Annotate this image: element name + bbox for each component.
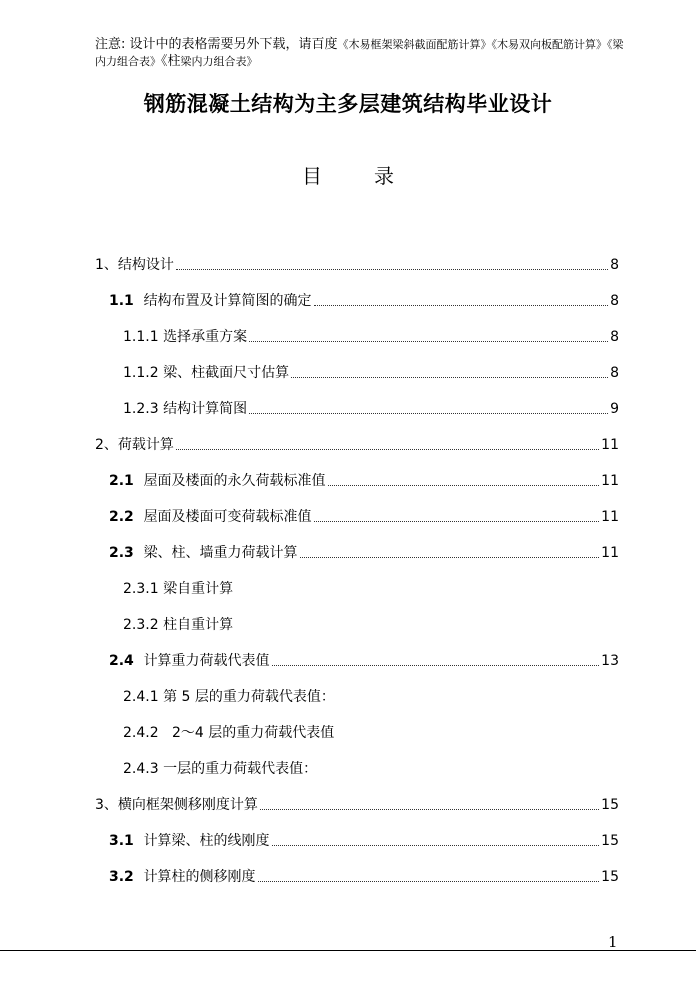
toc-entry-page: 11 [601, 509, 619, 525]
toc-entry-number: 1、 [95, 257, 118, 273]
toc-entry-number: 2.3 [109, 545, 144, 561]
toc-entry-label: 屋面及楼面的永久荷载标准值 [143, 473, 326, 489]
toc-entry-page: 8 [610, 329, 619, 345]
toc-entry[interactable] [95, 310, 619, 346]
toc-entry[interactable] [95, 634, 619, 670]
toc-entry-label: 梁、柱、墙重力荷载计算 [143, 545, 298, 561]
toc-dot-leader [272, 664, 600, 666]
toc-dot-leader [272, 844, 600, 846]
toc-entry-label: 梁、柱截面尺寸估算 [163, 365, 290, 381]
toc-entry-page: 15 [601, 833, 619, 849]
toc-entry-number: 2.4.2 [123, 725, 172, 741]
toc-entry-page: 15 [601, 869, 619, 885]
toc-entry[interactable] [95, 706, 619, 742]
toc-dot-leader [291, 376, 608, 378]
toc-entry-number: 1.1.2 [123, 365, 164, 381]
toc-entry-page: 8 [610, 293, 619, 309]
toc-entry-number: 2.3.2 [123, 617, 164, 633]
notice-prefix: 注意: 设计中的表格需要另外下载，请百度 [95, 37, 338, 52]
toc-entry-page: 11 [601, 437, 619, 453]
toc-entry-label: 计算梁、柱的线刚度 [143, 833, 270, 849]
toc-entry[interactable] [95, 418, 619, 454]
toc-entry-label: 计算柱的侧移刚度 [143, 869, 256, 885]
toc-entry-page: 11 [601, 473, 619, 489]
toc-entry-number: 2.4.3 [123, 761, 164, 777]
table-of-contents [95, 238, 619, 886]
toc-entry[interactable] [95, 778, 619, 814]
toc-heading-left: 目 [302, 164, 322, 188]
notice-table-3: 《梁内力组合表》 [95, 38, 624, 68]
toc-entry-page: 9 [610, 401, 619, 417]
toc-entry-number: 2.4.1 [123, 689, 164, 705]
toc-dot-leader [314, 520, 600, 522]
toc-dot-leader [249, 412, 608, 414]
toc-entry-number: 3.1 [109, 833, 144, 849]
toc-entry-page: 8 [610, 257, 619, 273]
toc-entry-label: 结构设计 [117, 257, 174, 273]
toc-dot-leader [260, 808, 599, 810]
toc-entry-label: 第 5 层的重力荷载代表值： [163, 689, 335, 705]
toc-heading-right: 录 [374, 164, 394, 188]
toc-entry-label: 结构计算简图 [163, 401, 248, 417]
toc-entry[interactable] [95, 526, 619, 562]
toc-dot-leader [176, 268, 608, 270]
document-title: 钢筋混凝土结构为主多层建筑结构毕业设计 [143, 91, 553, 116]
notice-table-4-prefix: 《柱 [161, 54, 181, 69]
toc-entry-page: 15 [601, 797, 619, 813]
toc-entry-label: 一层的重力荷载代表值： [163, 761, 318, 777]
toc-entry[interactable] [95, 454, 619, 490]
toc-entry-label: 荷载计算 [117, 437, 174, 453]
toc-entry[interactable] [95, 562, 619, 598]
download-notice [95, 36, 630, 70]
toc-entry[interactable] [95, 274, 619, 310]
toc-dot-leader [249, 340, 608, 342]
toc-entry-label: 2～4 层的重力荷载代表值 [171, 725, 335, 741]
notice-table-4: 梁内力组合表》 [180, 55, 258, 68]
toc-entry-label: 计算重力荷载代表值 [143, 653, 270, 669]
toc-entry-label: 选择承重方案 [163, 329, 248, 345]
toc-entry-number: 1.2.3 [123, 401, 164, 417]
toc-entry-number: 1.1.1 [123, 329, 164, 345]
notice-table-1: 《木易框架梁斜截面配筋计算》 [337, 38, 492, 51]
toc-entry-number: 3.2 [109, 869, 144, 885]
toc-dot-leader [314, 304, 609, 306]
toc-entry-page: 11 [601, 545, 619, 561]
toc-entry[interactable] [95, 382, 619, 418]
toc-entry-number: 3、 [95, 797, 118, 813]
toc-entry-number: 2.1 [109, 473, 144, 489]
toc-entry-label: 柱自重计算 [163, 617, 234, 633]
toc-entry-label: 屋面及楼面可变荷载标准值 [143, 509, 312, 525]
toc-entry[interactable] [95, 238, 619, 274]
toc-entry-page: 8 [610, 365, 619, 381]
notice-table-2: 《木易双向板配筋计算》 [491, 38, 608, 51]
toc-entry-number: 1.1 [109, 293, 144, 309]
toc-entry-label: 梁自重计算 [163, 581, 234, 597]
toc-heading [0, 160, 696, 189]
toc-dot-leader [176, 448, 599, 450]
toc-entry-number: 2、 [95, 437, 118, 453]
toc-entry-number: 2.3.1 [123, 581, 164, 597]
toc-entry-number: 2.2 [109, 509, 144, 525]
toc-dot-leader [258, 880, 600, 882]
toc-entry-label: 结构布置及计算简图的确定 [143, 293, 312, 309]
toc-entry[interactable] [95, 346, 619, 382]
toc-dot-leader [300, 556, 600, 558]
toc-entry-page: 13 [601, 653, 619, 669]
toc-entry[interactable] [95, 670, 619, 706]
toc-entry[interactable] [95, 598, 619, 634]
footer-rule [0, 950, 696, 951]
toc-dot-leader [328, 484, 600, 486]
toc-entry[interactable] [95, 742, 619, 778]
page-number: 1 [608, 933, 618, 951]
toc-entry[interactable] [95, 814, 619, 850]
toc-entry[interactable] [95, 850, 619, 886]
toc-entry-label: 横向框架侧移刚度计算 [117, 797, 258, 813]
toc-entry-number: 2.4 [109, 653, 144, 669]
toc-entry[interactable] [95, 490, 619, 526]
